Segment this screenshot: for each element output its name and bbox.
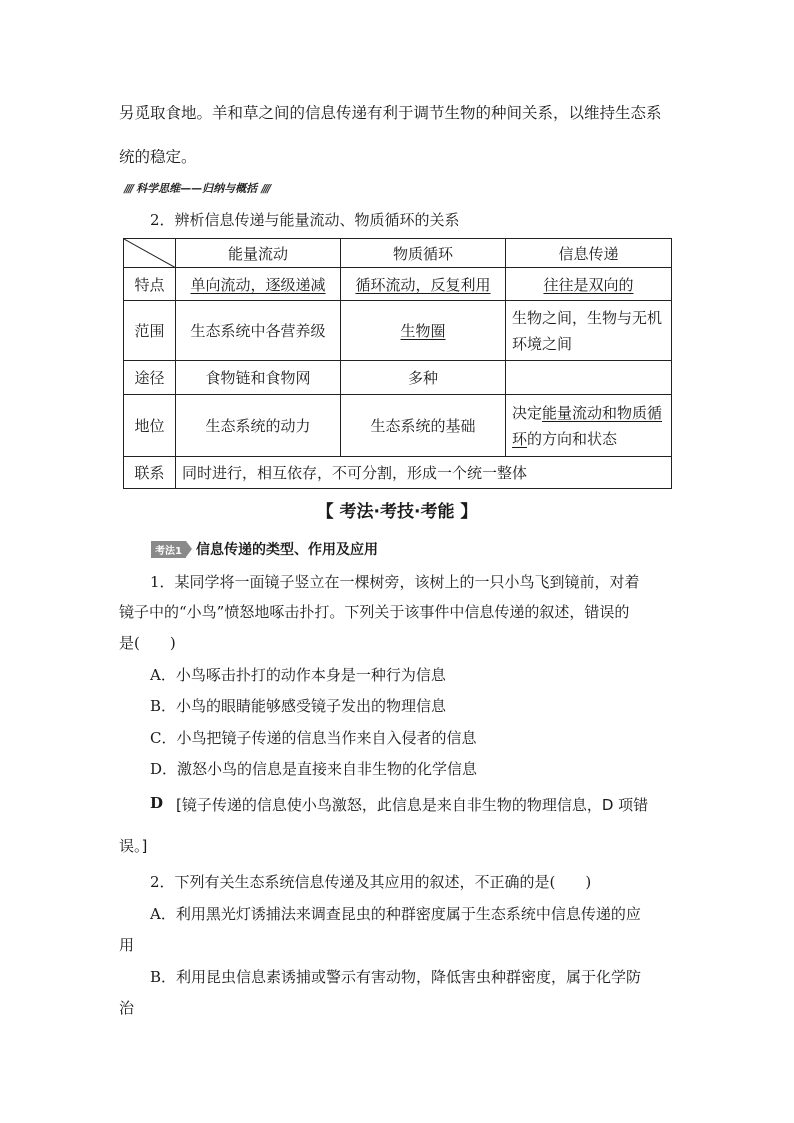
q2-option-a-line-2: 用: [119, 936, 135, 954]
table-cell: 多种: [341, 361, 506, 395]
header-matter: 物质循环: [341, 239, 506, 268]
cell-text: 决定: [512, 403, 543, 422]
cell-text: 单向流动，逐级递减: [190, 275, 326, 294]
section-heading: 【 考法·考技·考能 】: [316, 502, 478, 522]
comparison-table: [123, 238, 672, 489]
hatch-right-icon: ////: [261, 181, 270, 195]
diagonal-corner-cell: [124, 239, 176, 268]
q2-option-b-line-1: B．利用昆虫信息素诱捕或警示有害动物，降低害虫种群密度，属于化学防: [150, 968, 642, 986]
method-title: 信息传递的类型、作用及应用: [195, 542, 378, 558]
method-tag: 考法1: [151, 541, 186, 558]
table-row: [124, 301, 672, 361]
table-cell-merged: 同时进行，相互依存，不可分割，形成一个统一整体: [176, 457, 672, 489]
hatch-left-icon: ////: [124, 181, 133, 195]
table-row: [124, 361, 672, 395]
cell-text: 往往是双向的: [543, 275, 634, 294]
cell-text: 生物圈: [400, 322, 446, 340]
q1-stem-line-2: 镜子中的“小鸟”愤怒地啄击扑打。下列关于该事件中信息传递的叙述，错误的: [119, 603, 630, 621]
q1-option-d: D．激怒小鸟的信息是直接来自非生物的化学信息: [150, 760, 478, 778]
section-bar: [124, 180, 269, 196]
table-cell-position: [506, 395, 672, 457]
intro-line-2: 统的稳定。: [119, 148, 197, 166]
table-row: [124, 395, 672, 457]
q1-option-b: B．小鸟的眼睛能够感受镜子发出的物理信息: [150, 697, 447, 715]
intro-line-1: 另觅取食地。羊和草之间的信息传递有利于调节生物的种间关系，以维持生态系: [119, 104, 662, 122]
row-label: 联系: [124, 457, 176, 489]
table-cell: [506, 361, 672, 395]
row-label: 特点: [124, 268, 176, 301]
table-row: [124, 457, 672, 489]
table-cell: [176, 268, 341, 301]
q1-stem-line-1: 1．某同学将一面镜子竖立在一棵树旁，该树上的一只小鸟飞到镜前，对着: [150, 573, 640, 591]
table-cell: [506, 268, 672, 301]
table-cell: 生态系统的基础: [341, 395, 506, 457]
table-cell: [341, 301, 506, 361]
cell-text: 的方向和状态: [527, 429, 618, 448]
header-energy: 能量流动: [176, 239, 341, 268]
row-label: 途径: [124, 361, 176, 395]
q1-option-c: C．小鸟把镜子传递的信息当作来自入侵者的信息: [150, 729, 477, 747]
q2-option-b-line-2: 治: [119, 999, 135, 1017]
table-row: [124, 268, 672, 301]
q2-option-a-line-1: A．利用黑光灯诱捕法来调查昆虫的种群密度属于生态系统中信息传递的应: [150, 905, 641, 923]
cell-text-underlined: 能量流动和物质循环: [512, 403, 663, 448]
table-cell: 生态系统的动力: [176, 395, 341, 457]
q2-stem: 2．下列有关生态系统信息传递及其应用的叙述，不正确的是( ): [150, 873, 592, 891]
table-cell: [341, 268, 506, 301]
row-label: 地位: [124, 395, 176, 457]
q1-answer: D: [150, 794, 164, 812]
item2-title: 2．辨析信息传递与能量流动、物质循环的关系: [150, 211, 460, 229]
q1-option-a: A．小鸟啄击扑打的动作本身是一种行为信息: [150, 666, 446, 684]
q1-stem-line-3: 是( ): [119, 634, 176, 652]
row-label: 范围: [124, 301, 176, 361]
q1-explain-line-2: 误。]: [119, 837, 148, 855]
diagonal-line-icon: [124, 239, 176, 268]
table-cell: 食物链和食物网: [176, 361, 341, 395]
table-header-row: [124, 239, 672, 268]
header-info: 信息传递: [506, 239, 672, 268]
q1-explain-line-1: [镜子传递的信息使小鸟激怒，此信息是来自非生物的物理信息，D 项错: [176, 796, 649, 814]
cell-text: 循环流动，反复利用: [355, 275, 491, 294]
section-label: 科学思维——归纳与概括: [136, 182, 258, 195]
method1-label: [151, 539, 378, 559]
table-cell: 生物之间，生物与无机环境之间: [506, 301, 672, 361]
table-cell: 生态系统中各营养级: [176, 301, 341, 361]
